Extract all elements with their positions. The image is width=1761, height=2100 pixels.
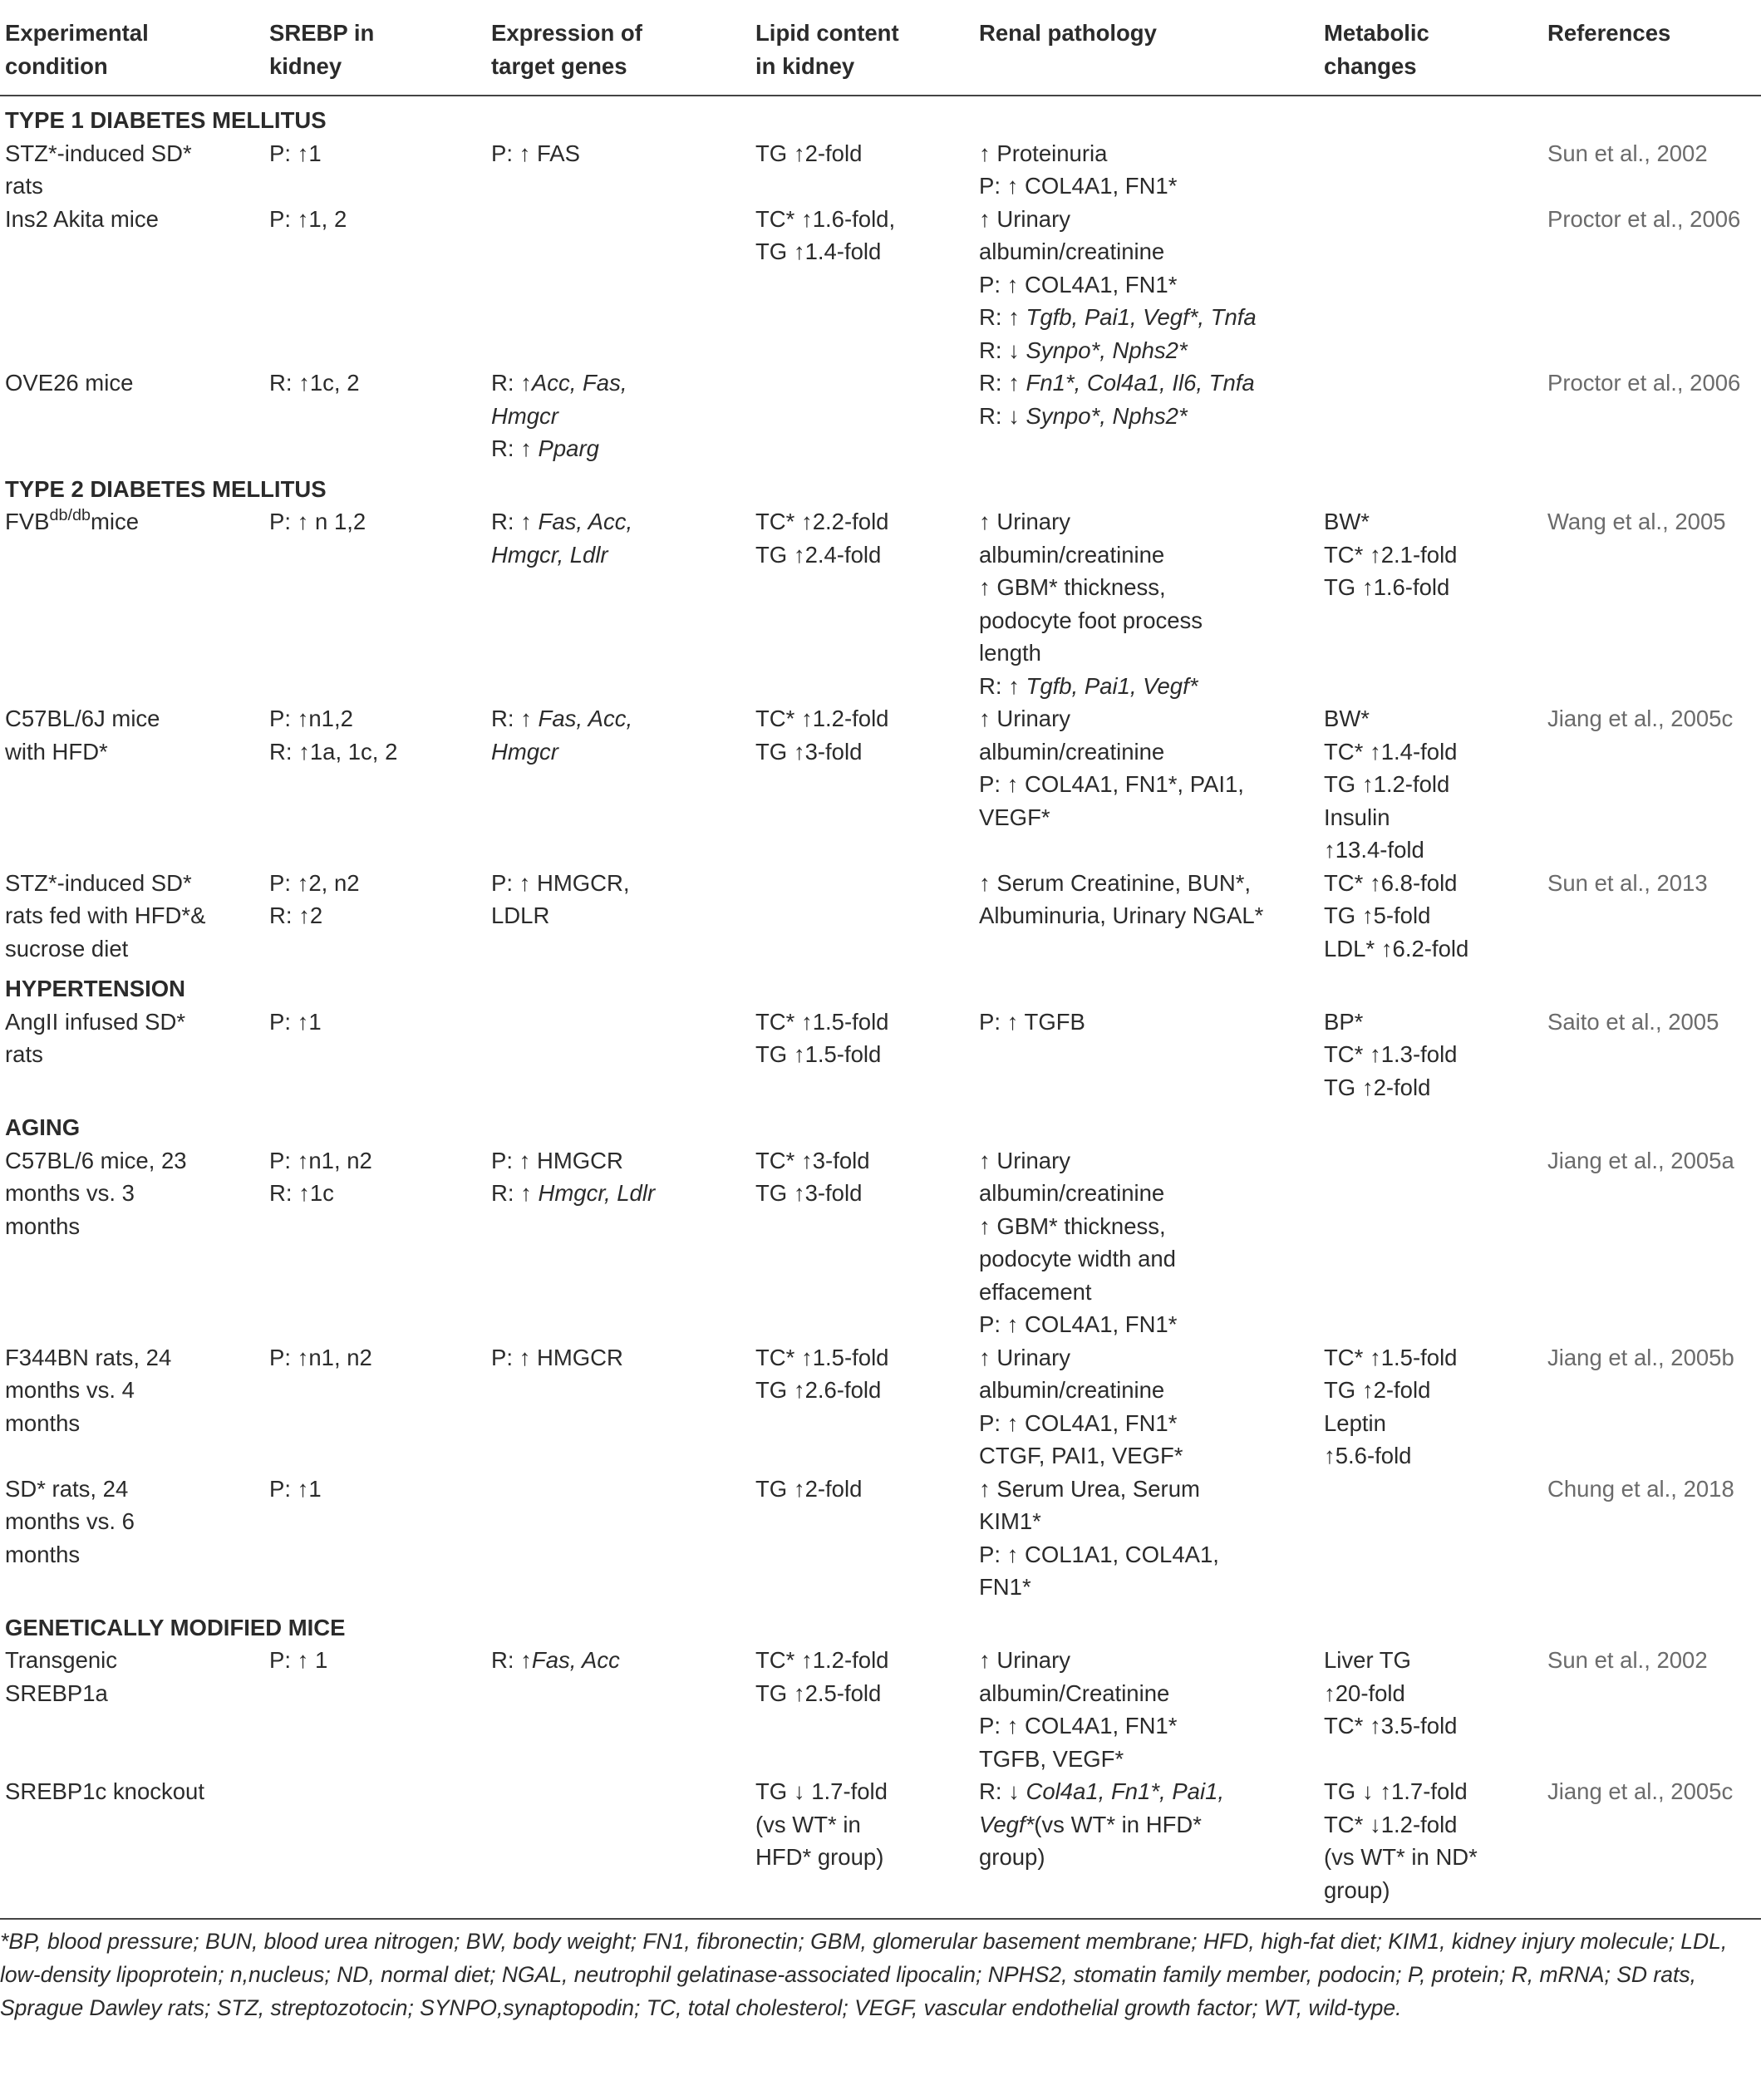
cell-line: R: ↑ Tgfb, Pai1, Vegf* [979, 672, 1198, 699]
cell-line: group) [979, 1844, 1045, 1870]
cell-target-genes [486, 1775, 750, 1906]
cell-line: TC* ↑1.6-fold, [755, 205, 896, 232]
cell-line: P: ↑ HMGCR [491, 1344, 623, 1370]
cell-line: BW* [1324, 509, 1370, 534]
cell-target-genes [486, 1644, 750, 1775]
cell-line: TC* ↑6.8-fold [1324, 869, 1458, 896]
cell-reference: Jiang et al., 2005a [1547, 1147, 1734, 1173]
cell-line: P: ↑ n 1,2 [269, 509, 366, 534]
cell-line: TG ↑3-fold [755, 738, 863, 765]
table-row [0, 137, 1761, 203]
cell-line: P: ↑ FAS [491, 140, 580, 166]
cell-line: P: ↑1 [269, 1475, 322, 1502]
cell-line: TC* ↑1.2-fold [755, 1647, 889, 1673]
table-bottom-rule [0, 1918, 1761, 1920]
cell-line: P: ↑ COL4A1, FN1* [979, 1409, 1178, 1436]
header-references [1542, 0, 1761, 96]
cell-line: TG ↑2.6-fold [755, 1377, 882, 1403]
cell-line: P: ↑ COL4A1, FN1* [979, 271, 1178, 298]
cell-line: R: ↓ Col4a1, Fn1*, Pai1, [979, 1778, 1225, 1804]
cell-line: (vs WT* in ND* [1324, 1844, 1478, 1870]
cell-line: months [5, 1212, 81, 1239]
cell-line: group) [1324, 1876, 1390, 1903]
cell-line: OVE26 mice [5, 370, 134, 396]
cell-renal-pathology [974, 1144, 1319, 1341]
cell-line: CTGF, PAI1, VEGF* [979, 1443, 1183, 1468]
cell-line: TG ↑2.4-fold [755, 541, 882, 568]
cell-target-genes [486, 1473, 750, 1604]
cell-reference: Jiang et al., 2005c [1547, 1778, 1734, 1804]
cell-line: ↑ GBM* thickness, [979, 1212, 1166, 1239]
header-srebp-in-kidney [264, 0, 486, 96]
table-row [0, 505, 1761, 702]
cell-line: STZ*-induced SD* [5, 869, 192, 896]
cell-line: TG ↑3-fold [755, 1180, 863, 1206]
cell-line: albumin/creatinine [979, 541, 1165, 568]
cell-target-genes [486, 702, 750, 867]
cell-line: R: ↑ Pparg [491, 435, 599, 461]
cell-reference: Sun et al., 2013 [1547, 869, 1708, 896]
cell-line: TG ↑1.5-fold [755, 1041, 882, 1067]
cell-metabolic-changes [1319, 137, 1542, 203]
cell-line: R: ↓ Synpo*, Nphs2* [979, 337, 1188, 363]
cell-lipid-content [750, 702, 974, 867]
cell-lipid-content [750, 1144, 974, 1341]
cell-line: P: ↑1, 2 [269, 205, 347, 232]
cell-line: albumin/Creatinine [979, 1680, 1170, 1706]
cell-line: months vs. 4 [5, 1377, 135, 1403]
cell-line: ↑ Urinary [979, 1344, 1071, 1370]
cell-line: TGFB, VEGF* [979, 1745, 1124, 1772]
cell-line: Vegf*(vs WT* in HFD* [979, 1811, 1202, 1837]
cell-line: P: ↑n1,2 [269, 706, 353, 731]
cell-line: TG ↑1.6-fold [1324, 574, 1450, 600]
section-title: AGING [5, 1114, 81, 1140]
cell-srebp-in-kidney [264, 1144, 486, 1341]
cell-line: TC* ↑1.5-fold [755, 1008, 889, 1035]
cell-target-genes [486, 505, 750, 702]
cell-renal-pathology [974, 366, 1319, 465]
cell-line: Leptin [1324, 1409, 1386, 1436]
cell-reference: Wang et al., 2005 [1547, 509, 1726, 534]
cell-line: Hmgcr [491, 738, 558, 765]
cell-metabolic-changes [1319, 505, 1542, 702]
cell-line: R: ↑ Tgfb, Pai1, Vegf*, Tnfa [979, 304, 1257, 330]
cell-line: P: ↑ COL4A1, FN1* [979, 1311, 1178, 1337]
cell-line: ↑ Serum Creatinine, BUN*, [979, 869, 1252, 896]
cell-srebp-in-kidney [264, 702, 486, 867]
cell-line: BP* [1324, 1008, 1364, 1035]
header-lipid-content-in-kidney [750, 0, 974, 96]
header-text: Expression of [491, 20, 642, 46]
section-header-row [0, 96, 1761, 137]
cell-srebp-in-kidney [264, 1473, 486, 1604]
cell-srebp-in-kidney [264, 1644, 486, 1775]
cell-renal-pathology [974, 702, 1319, 867]
cell-srebp-in-kidney [264, 1775, 486, 1906]
cell-line: P: ↑ COL4A1, FN1*, PAI1, [979, 771, 1244, 797]
cell-reference: Proctor et al., 2006 [1547, 205, 1741, 232]
cell-line: R: ↑1c, 2 [269, 370, 360, 396]
cell-line: albumin/creatinine [979, 738, 1165, 765]
cell-line: LDL* ↑6.2-fold [1324, 935, 1469, 961]
header-text: condition [5, 52, 108, 79]
table-row [0, 1341, 1761, 1473]
table-row [0, 203, 1761, 367]
cell-line: C57BL/6 mice, 23 [5, 1147, 187, 1173]
cell-renal-pathology [974, 505, 1319, 702]
cell-line: KIM1* [979, 1508, 1041, 1534]
cell-experimental-condition [0, 366, 264, 465]
cell-lipid-content [750, 1473, 974, 1604]
cell-metabolic-changes [1319, 1341, 1542, 1473]
cell-line: ↑ Urinary [979, 509, 1071, 534]
cell-srebp-in-kidney [264, 366, 486, 465]
cell-reference: Saito et al., 2005 [1547, 1008, 1719, 1035]
cell-renal-pathology [974, 1644, 1319, 1775]
header-text: target genes [491, 52, 627, 79]
cell-line: R: ↑1c [269, 1180, 334, 1206]
cell-line: TG ↑2.5-fold [755, 1680, 882, 1706]
cell-line: Hmgcr, Ldlr [491, 541, 608, 568]
cell-line: sucrose diet [5, 935, 129, 961]
table-header-row [0, 0, 1761, 96]
section-title: TYPE 1 DIABETES MELLITUS [5, 107, 327, 133]
cell-line: P: ↑ COL4A1, FN1* [979, 1713, 1178, 1739]
cell-line: Albuminuria, Urinary NGAL* [979, 902, 1264, 928]
cell-line: TC* ↑1.5-fold [755, 1344, 889, 1370]
cell-target-genes [486, 867, 750, 966]
cell-renal-pathology [974, 1473, 1319, 1604]
section-header-row [0, 465, 1761, 506]
cell-line: STZ*-induced SD* [5, 140, 192, 166]
section-header-row [0, 1104, 1761, 1144]
cell-lipid-content [750, 1341, 974, 1473]
cell-line: P: ↑ COL1A1, COL4A1, [979, 1541, 1219, 1567]
cell-target-genes [486, 203, 750, 367]
cell-reference: Sun et al., 2002 [1547, 140, 1708, 166]
cell-target-genes [486, 1341, 750, 1473]
cell-reference: Proctor et al., 2006 [1547, 370, 1741, 396]
cell-lipid-content [750, 1644, 974, 1775]
cell-target-genes [486, 1144, 750, 1341]
cell-line: P: ↑ TGFB [979, 1008, 1085, 1035]
cell-renal-pathology [974, 1006, 1319, 1104]
cell-line: TG ↓ ↑1.7-fold [1324, 1778, 1468, 1804]
cell-line: R: ↑Acc, Fas, [491, 370, 627, 396]
cell-experimental-condition [0, 1473, 264, 1604]
cell-experimental-condition [0, 1775, 264, 1906]
table-footnote: *BP, blood pressure; BUN, blood urea nitrogen; BW, body weight; FN1, fibronectin; GBM, glomerular basement membrane; HFD, high-fat diet; KIM1, kidney injury molecule; LDL, low-density lipoprotein; n,nucleus; ND, normal diet; NGAL, neutrophil gelatinase-associated lipocalin; NPHS2, stomatin family member, podocin; P, protein; R, mRNA; SD rats, Sprague Dawley rats; STZ, streptozotocin; SYNPO,synaptopodin; TC, total cholesterol; VEGF, vascular endothelial growth factor; WT, wild-type. [0, 1929, 1728, 2020]
table-body [0, 96, 1761, 1906]
cell-line: length [979, 640, 1041, 666]
header-text: Renal pathology [979, 20, 1157, 46]
cell-line: months vs. 6 [5, 1508, 135, 1534]
cell-srebp-in-kidney [264, 1341, 486, 1473]
cell-line: FN1* [979, 1574, 1031, 1600]
header-experimental-condition [0, 0, 264, 96]
cell-line: Ins2 Akita mice [5, 205, 159, 232]
cell-experimental-condition [0, 702, 264, 867]
cell-reference: Chung et al., 2018 [1547, 1475, 1734, 1502]
cell-line: rats [5, 173, 43, 199]
cell-line: months vs. 3 [5, 1180, 135, 1206]
cell-line: rats [5, 1041, 43, 1067]
cell-line: (vs WT* in [755, 1811, 861, 1837]
section-header-row [0, 965, 1761, 1006]
cell-line: with HFD* [5, 738, 108, 765]
cell-line: R: ↑ Fas, Acc, [491, 509, 633, 534]
cell-line: Insulin [1324, 804, 1390, 830]
table-row [0, 867, 1761, 966]
cell-line: podocyte foot process [979, 607, 1203, 633]
cell-line: podocyte width and [979, 1246, 1176, 1271]
cell-line: P: ↑ HMGCR [491, 1147, 623, 1173]
cell-line: TG ↑2-fold [755, 1475, 863, 1502]
cell-line: R: ↑1a, 1c, 2 [269, 738, 398, 765]
cell-line: TC* ↑3-fold [755, 1147, 870, 1173]
cell-line: TG ↑1.2-fold [1324, 771, 1450, 797]
cell-line: ↑5.6-fold [1324, 1443, 1412, 1468]
table-row [0, 1006, 1761, 1104]
cell-metabolic-changes [1319, 1473, 1542, 1604]
cell-line: SREBP1a [5, 1680, 108, 1706]
cell-line: VEGF* [979, 804, 1050, 830]
cell-renal-pathology [974, 137, 1319, 203]
cell-line: TG ↑2-fold [755, 140, 863, 166]
cell-metabolic-changes [1319, 702, 1542, 867]
cell-line: ↑20-fold [1324, 1680, 1405, 1706]
header-metabolic-changes [1319, 0, 1542, 96]
cell-reference: Sun et al., 2002 [1547, 1647, 1708, 1673]
cell-line: TC* ↑2.1-fold [1324, 541, 1458, 568]
cell-lipid-content [750, 366, 974, 465]
cell-renal-pathology [974, 203, 1319, 367]
cell-target-genes [486, 366, 750, 465]
header-text: Lipid content [755, 20, 899, 46]
cell-metabolic-changes [1319, 1006, 1542, 1104]
cell-line: ↑ GBM* thickness, [979, 574, 1166, 600]
cell-line: TG ↑5-fold [1324, 902, 1431, 928]
cell-line: TG ↑1.4-fold [755, 239, 882, 264]
cell-line: P: ↑ COL4A1, FN1* [979, 173, 1178, 199]
cell-experimental-condition [0, 867, 264, 966]
cell-lipid-content [750, 203, 974, 367]
cell-experimental-condition [0, 203, 264, 367]
cell-experimental-condition [0, 137, 264, 203]
table-row [0, 366, 1761, 465]
section-title: TYPE 2 DIABETES MELLITUS [5, 475, 327, 502]
cell-line: ↑13.4-fold [1324, 837, 1424, 863]
cell-experimental-condition [0, 1644, 264, 1775]
cell-line: R: ↑Fas, Acc [491, 1647, 620, 1673]
cell-experimental-condition [0, 1144, 264, 1341]
cell-line: TC* ↑1.2-fold [755, 706, 889, 731]
cell-line: TC* ↑3.5-fold [1324, 1713, 1458, 1739]
table-row [0, 1644, 1761, 1775]
section-title: GENETICALLY MODIFIED MICE [5, 1614, 346, 1640]
cell-srebp-in-kidney [264, 203, 486, 367]
cell-line: BW* [1324, 706, 1370, 731]
cell-renal-pathology [974, 1341, 1319, 1473]
cell-reference: Jiang et al., 2005b [1547, 1344, 1734, 1370]
cell-target-genes [486, 137, 750, 203]
cell-line: ↑ Urinary [979, 1147, 1071, 1173]
header-text: References [1547, 20, 1671, 46]
cell-metabolic-changes [1319, 1644, 1542, 1775]
cell-line: TC* ↑1.5-fold [1324, 1344, 1458, 1370]
cell-line: R: ↑ Hmgcr, Ldlr [491, 1180, 656, 1206]
cell-line: TC* ↑2.2-fold [755, 509, 889, 534]
cell-line: TC* ↑1.4-fold [1324, 738, 1458, 765]
cell-srebp-in-kidney [264, 137, 486, 203]
header-expression-of-target-genes [486, 0, 750, 96]
cell-line: ↑ Urinary [979, 1647, 1071, 1673]
cell-line: F344BN rats, 24 [5, 1344, 172, 1370]
cell-line: AngII infused SD* [5, 1008, 186, 1035]
cell-line: HFD* group) [755, 1844, 884, 1870]
table-row [0, 1473, 1761, 1604]
cell-line: months [5, 1409, 81, 1436]
cell-lipid-content [750, 867, 974, 966]
cell-reference: Jiang et al., 2005c [1547, 706, 1734, 731]
cell-experimental-condition [0, 1341, 264, 1473]
cell-line: TG ↑2-fold [1324, 1074, 1431, 1100]
header-text: changes [1324, 52, 1417, 79]
section-header-row [0, 1604, 1761, 1645]
cell-metabolic-changes [1319, 1144, 1542, 1341]
cell-srebp-in-kidney [264, 867, 486, 966]
cell-line: TC* ↑1.3-fold [1324, 1041, 1458, 1067]
cell-renal-pathology [974, 1775, 1319, 1906]
cell-line: albumin/creatinine [979, 1377, 1165, 1403]
cell-line: LDLR [491, 902, 550, 928]
cell-line: P: ↑n1, n2 [269, 1147, 372, 1173]
cell-line: ↑ Proteinuria [979, 140, 1108, 166]
section-title: HYPERTENSION [5, 976, 185, 1001]
header-text: in kidney [755, 52, 855, 79]
cell-line: $FVB^{db/db}mice$ [5, 506, 140, 534]
cell-line: P: ↑2, n2 [269, 869, 360, 896]
cell-line: effacement [979, 1278, 1092, 1305]
header-text: Metabolic [1324, 20, 1429, 46]
cell-line: TG ↑2-fold [1324, 1377, 1431, 1403]
table-row [0, 1144, 1761, 1341]
cell-line: P: ↑1 [269, 1008, 322, 1035]
cell-srebp-in-kidney [264, 505, 486, 702]
cell-line: months [5, 1541, 81, 1567]
cell-line: P: ↑1 [269, 140, 322, 166]
cell-line: SREBP1c knockout [5, 1778, 204, 1804]
cell-experimental-condition [0, 505, 264, 702]
cell-lipid-content [750, 505, 974, 702]
table-row [0, 702, 1761, 867]
cell-line: TC* ↓1.2-fold [1324, 1811, 1458, 1837]
cell-line: P: ↑ 1 [269, 1647, 328, 1673]
cell-lipid-content [750, 1006, 974, 1104]
cell-line: albumin/creatinine [979, 1180, 1165, 1206]
cell-line: Liver TG [1324, 1647, 1411, 1673]
cell-line: ↑ Serum Urea, Serum [979, 1475, 1200, 1502]
cell-metabolic-changes [1319, 203, 1542, 367]
cell-renal-pathology [974, 867, 1319, 966]
cell-line: albumin/creatinine [979, 239, 1165, 264]
cell-experimental-condition [0, 1006, 264, 1104]
cell-line: TG ↓ 1.7-fold [755, 1778, 888, 1804]
cell-lipid-content [750, 1775, 974, 1906]
cell-metabolic-changes [1319, 1775, 1542, 1906]
cell-line: rats fed with HFD*& [5, 902, 206, 928]
cell-metabolic-changes [1319, 366, 1542, 465]
cell-metabolic-changes [1319, 867, 1542, 966]
cell-target-genes [486, 1006, 750, 1104]
cell-lipid-content [750, 137, 974, 203]
cell-line: R: ↑ Fn1*, Col4a1, Il6, Tnfa [979, 370, 1255, 396]
cell-line: C57BL/6J mice [5, 706, 160, 731]
header-text: Experimental [5, 20, 149, 46]
cell-line: R: ↓ Synpo*, Nphs2* [979, 402, 1188, 429]
table-row [0, 1775, 1761, 1906]
header-text: kidney [269, 52, 342, 79]
cell-line: SD* rats, 24 [5, 1475, 129, 1502]
header-renal-pathology [974, 0, 1319, 96]
header-text: SREBP in [269, 20, 375, 46]
cell-line: Transgenic [5, 1647, 118, 1673]
cell-srebp-in-kidney [264, 1006, 486, 1104]
cell-line: ↑ Urinary [979, 706, 1071, 731]
cell-line: P: ↑ HMGCR, [491, 869, 630, 896]
cell-line: ↑ Urinary [979, 205, 1071, 232]
cell-line: P: ↑n1, n2 [269, 1344, 372, 1370]
cell-line: R: ↑2 [269, 902, 323, 928]
cell-line: Hmgcr [491, 402, 558, 429]
cell-line: R: ↑ Fas, Acc, [491, 706, 633, 731]
